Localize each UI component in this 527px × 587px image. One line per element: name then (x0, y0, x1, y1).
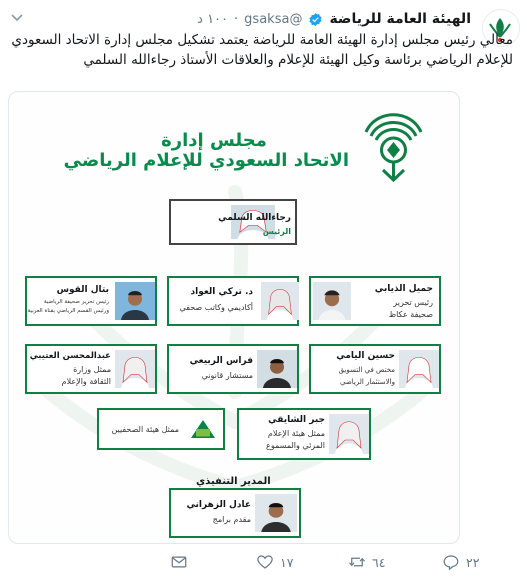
journalists-authority-logo-icon (183, 414, 223, 444)
reply-count: ٢٢ (466, 554, 480, 570)
member-card (309, 344, 441, 394)
person-photo-icon (115, 282, 155, 320)
member-name: د. تركي العواد (190, 287, 253, 297)
member-card (25, 276, 157, 326)
chart-title-line2: الاتحاد السعودي للإعلام الرياضي (63, 150, 349, 171)
retweet-icon (348, 553, 366, 571)
envelope-icon (170, 553, 188, 571)
member-role: رئيس تحرير صحيفة الرياضية ورئيس القسم الرياضي بقناة العربية (27, 299, 109, 314)
tweet-header (197, 9, 471, 29)
retweet-button[interactable] (348, 553, 385, 571)
member-role: أكاديمي وكاتب صحفي (179, 303, 253, 312)
retweet-count: ٦٤ (372, 554, 386, 570)
sports-media-logo-icon (361, 104, 426, 184)
person-photo-icon (257, 350, 297, 388)
member-photo (399, 350, 439, 388)
person-photo-icon (261, 282, 299, 320)
member-name: جبر الشايقي (268, 415, 325, 425)
executive-role: مقدم برامج (212, 515, 251, 524)
member-name: فراس الربيعي (189, 356, 253, 366)
journalists-authority-logo (183, 414, 223, 444)
executive-photo (255, 494, 297, 532)
tweet-media-image[interactable] (8, 91, 460, 544)
member-name: بتال القوس (56, 285, 109, 295)
member-role: مستشار قانوني (201, 371, 253, 380)
member-photo (329, 414, 369, 454)
president-card (169, 199, 297, 245)
member-role: رئيس تحرير صحيفة عكاظ (388, 298, 433, 319)
member-card (167, 344, 299, 394)
member-role: ممثل هيئة الصحفيين (111, 425, 179, 434)
person-photo-icon (115, 350, 155, 388)
reply-icon (442, 553, 460, 571)
like-count: ١٧ (280, 554, 294, 570)
member-role: ممثل وزارة الثقافة والإعلام (61, 365, 111, 386)
member-photo (261, 282, 299, 320)
direct-message-button[interactable] (170, 553, 188, 571)
verified-badge-icon (308, 12, 323, 27)
reply-button[interactable] (442, 553, 479, 571)
member-card (309, 276, 441, 326)
member-role: مختص في التسويق والاستثمار الرياضي (338, 366, 395, 386)
member-name: حسين اليامي (336, 351, 395, 361)
person-photo-icon (255, 494, 297, 532)
person-photo-icon (399, 350, 439, 388)
tweet-actions (0, 553, 527, 577)
member-photo (313, 282, 351, 320)
executive-card (169, 488, 301, 538)
member-photo (257, 350, 297, 388)
member-card (97, 408, 225, 450)
president-name: رجاءالله السلمي (218, 213, 291, 223)
member-role: ممثل هيئة الإعلام المرئي والمسموع (266, 429, 325, 450)
member-photo (115, 282, 155, 320)
author-handle[interactable]: @gsaksa (244, 11, 303, 27)
member-card (167, 276, 299, 326)
president-role: الرئيس (262, 227, 291, 236)
chart-title-line1: مجلس إدارة (161, 130, 267, 151)
member-name: جميل الذيابي (374, 284, 433, 294)
author-name[interactable]: الهيئة العامة للرياضة (329, 11, 471, 27)
person-photo-icon (313, 282, 351, 320)
member-card (25, 344, 157, 394)
member-name: عبدالمحسن العتيبي (29, 351, 111, 361)
separator-dot: · (234, 11, 239, 27)
executive-name: عادل الزهراني (186, 500, 251, 510)
chevron-down-icon[interactable] (10, 10, 24, 24)
member-card (237, 408, 371, 460)
heart-icon (256, 553, 274, 571)
tweet-text: معالي رئيس مجلس إدارة الهيئة العامة للرياضة يعتمد تشكيل مجلس إدارة الاتحاد السعودي للإعلام الرياضي برئاسة وكيل الهيئة للإعلام والعلاقات الأستاذ رجاءالله السلمي (11, 32, 513, 68)
tweet-timestamp[interactable]: ١٠٠ د (197, 11, 229, 27)
member-photo (115, 350, 155, 388)
like-button[interactable] (256, 553, 293, 571)
person-photo-icon (329, 414, 369, 454)
executive-label: المدير التنفيذي (196, 476, 271, 487)
